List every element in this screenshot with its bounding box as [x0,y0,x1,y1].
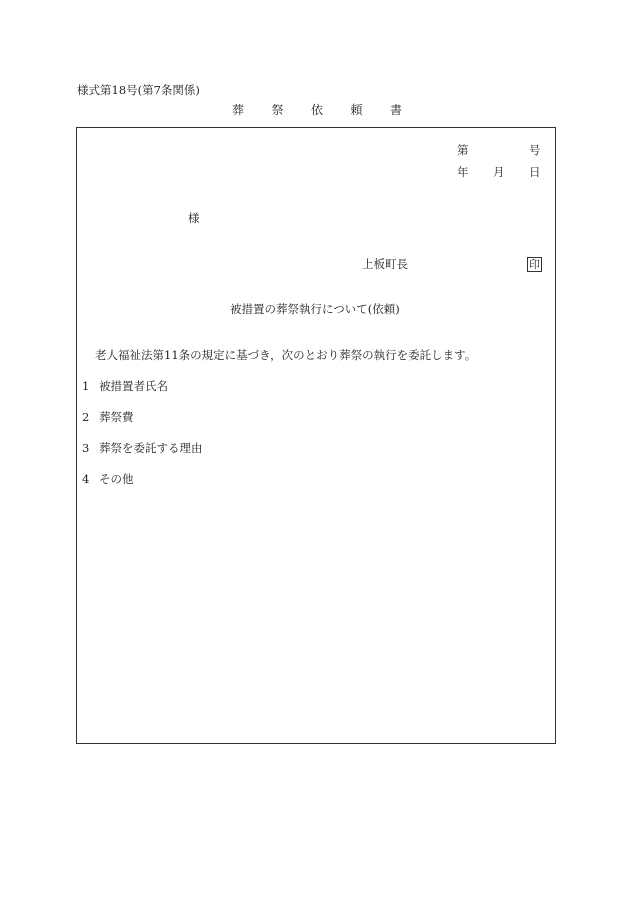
reference-number-label: 第 [457,143,469,157]
item-label: その他 [99,472,134,486]
list-item [82,474,134,486]
form-frame [76,127,556,744]
item-number: 1 [82,379,90,393]
list-item [82,381,168,393]
item-number: 3 [82,441,90,455]
title-char: 葬 [232,103,245,117]
subject-line: 被措置の葬祭執行について(依頼) [230,302,400,316]
list-item [82,412,134,424]
item-number: 4 [82,472,90,486]
date-day-label: 日 [529,165,541,179]
item-label: 葬祭費 [99,410,134,424]
document-title [232,104,402,116]
form-number-label: 様式第18号(第7条関係) [77,83,200,97]
item-number: 2 [82,410,90,424]
reference-number-suffix: 号 [529,143,541,157]
item-label: 葬祭を委託する理由 [99,441,203,455]
addressee-honorific: 様 [188,211,200,225]
title-char: 頼 [350,103,363,117]
date-month-label: 月 [493,165,505,179]
title-char: 書 [389,103,402,117]
date-year-label: 年 [457,165,469,179]
item-label: 被措置者氏名 [99,379,168,393]
sender-name: 上板町長 [362,257,408,271]
title-char: 祭 [271,103,284,117]
title-char: 依 [310,103,323,117]
body-text: 老人福祉法第11条の規定に基づき，次のとおり葬祭の執行を委託します。 [95,348,477,362]
list-item [82,443,203,455]
seal-mark: 印 [529,258,540,271]
